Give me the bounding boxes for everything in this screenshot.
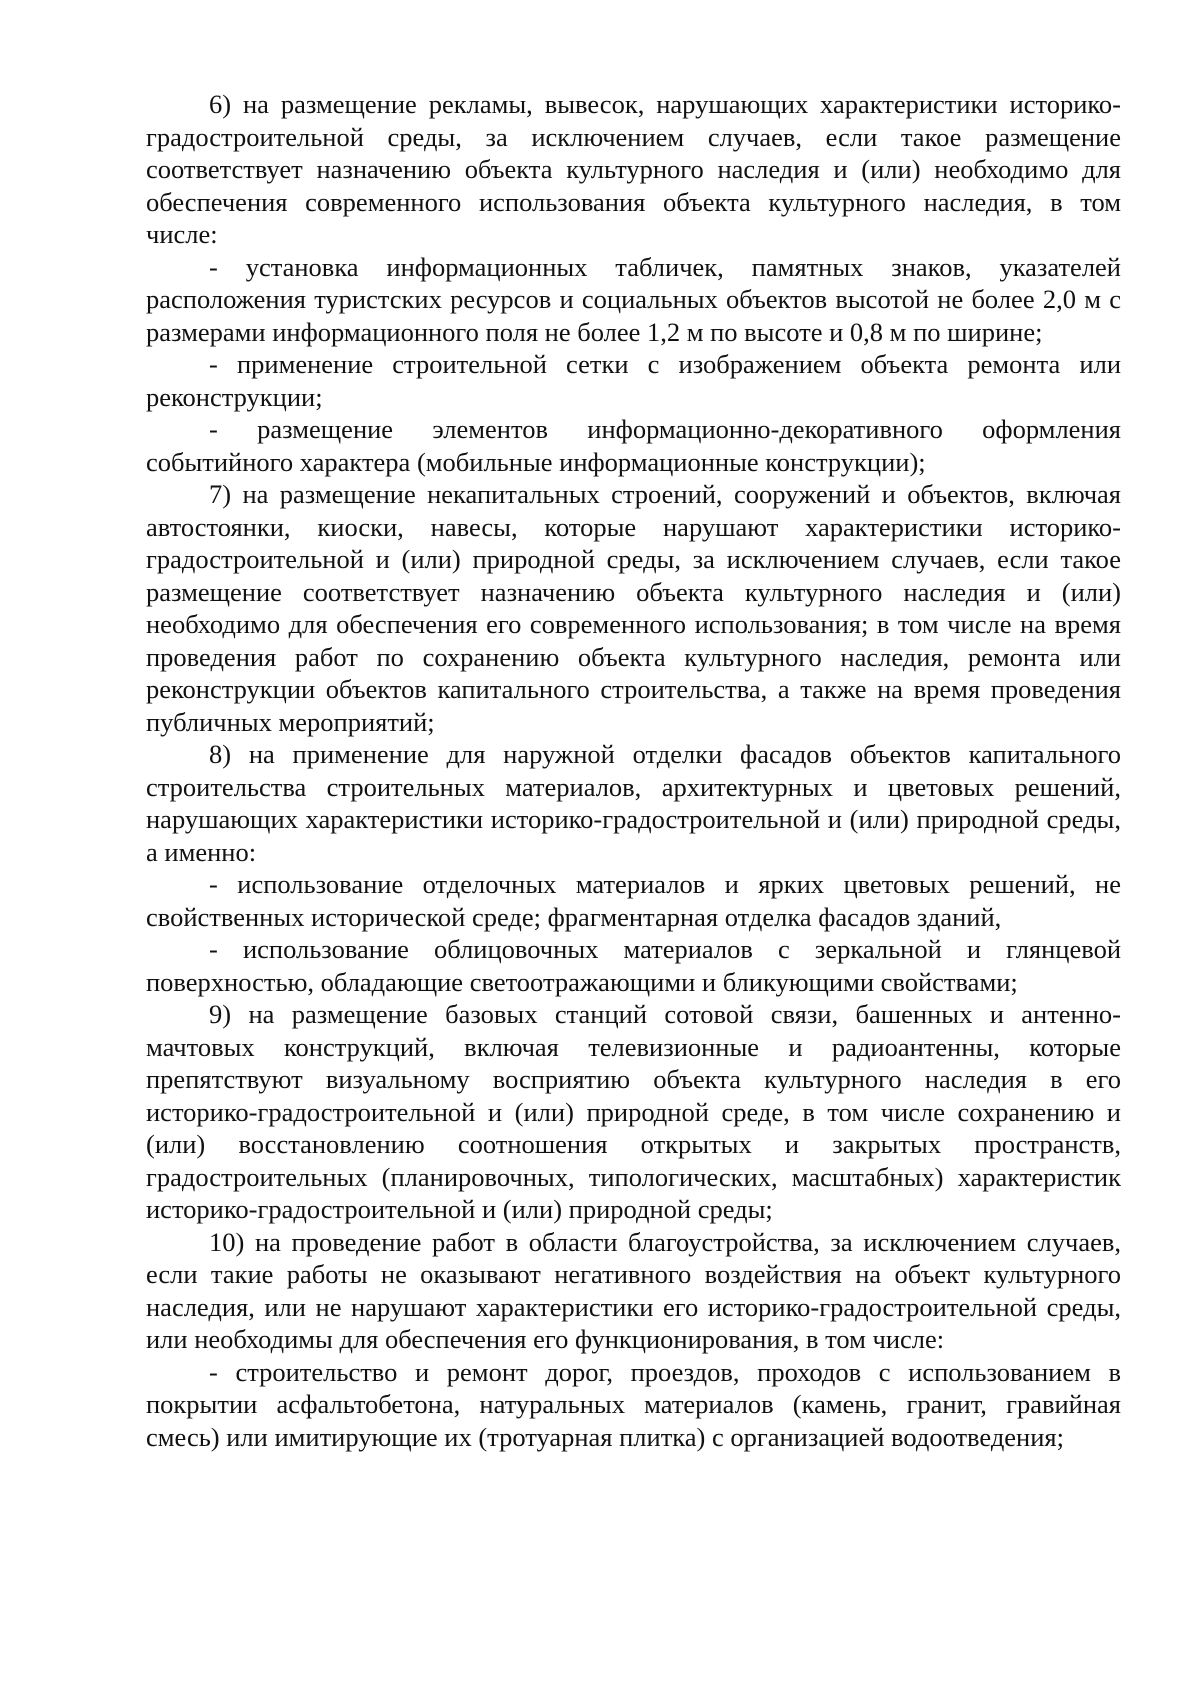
paragraph-construction-mesh: - применение строительной сетки с изображением объекта ремонта или реконструкции; bbox=[146, 349, 1121, 412]
paragraph-item-8: 8) на применение для наружной отделки фасадов объектов капитального строительства строительных материалов, архитектурных и цветовых решений, нарушающих характеристики историко-градостроительной и (или) природной среды, а именно: bbox=[146, 739, 1121, 867]
paragraph-item-7: 7) на размещение некапитальных строений, сооружений и объектов, включая автостоянки, киоски, навесы, которые нарушают характеристики историко-градостроительной и (или) природной среды, за исключением случаев, если такое размещение соответствует назначению объекта культурного наследия и (или) необходимо для обеспечения его современного использования; в том числе на время проведения работ по сохранению объекта культурного наследия, ремонта или реконструкции объектов капитального строительства, а также на время проведения публичных мероприятий; bbox=[146, 479, 1121, 737]
paragraph-decorative-elements: - размещение элементов информационно-декоративного оформления событийного характера (мобильные информационные конструкции); bbox=[146, 414, 1121, 477]
paragraph-item-9: 9) на размещение базовых станций сотовой связи, башенных и антенно-мачтовых конструкций, включая телевизионные и радиоантенны, которые препятствуют визуальному восприятию объекта культурного наследия в его историко-градостроительной и (или) природной среде, в том числе сохранению и (или) восстановлению соотношения открытых и закрытых пространств, градостроительных (планировочных, типологических, масштабных) характеристик историко-градостроительной и (или) природной среды; bbox=[146, 999, 1121, 1224]
paragraph-item-10: 10) на проведение работ в области благоустройства, за исключением случаев, если такие работы не оказывают негативного воздействия на объект культурного наследия, или не нарушают характеристики его историко-градостроительной среды, или необходимы для обеспечения его функционирования, в том числе: bbox=[146, 1226, 1121, 1354]
paragraph-finishing-materials: - использование отделочных материалов и ярких цветовых решений, не свойственных исторической среде; фрагментарная отделка фасадов зданий, bbox=[146, 869, 1121, 932]
paragraph-info-signs: - установка информационных табличек, памятных знаков, указателей расположения туристских ресурсов и социальных объектов высотой не более 2,0 м с размерами информационного поля не более 1,2 м по высоте и 0,8 м по ширине; bbox=[146, 251, 1121, 347]
document-page bbox=[146, 88, 1121, 1453]
paragraph-item-6: 6) на размещение рекламы, вывесок, нарушающих характеристики историко-градостроительной среды, за исключением случаев, если такое размещение соответствует назначению объекта культурного наследия и (или) необходимо для обеспечения современного использования объекта культурного наследия, в том числе: bbox=[146, 89, 1121, 249]
paragraph-facing-materials: - использование облицовочных материалов с зеркальной и глянцевой поверхностью, обладающие светоотражающими и бликующими свойствами; bbox=[146, 934, 1121, 997]
paragraph-roads-construction: - строительство и ремонт дорог, проездов, проходов с использованием в покрытии асфальтобетона, натуральных материалов (камень, гранит, гравийная смесь) или имитирующие их (тротуарная плитка) с организацией водоотведения; bbox=[146, 1356, 1121, 1452]
